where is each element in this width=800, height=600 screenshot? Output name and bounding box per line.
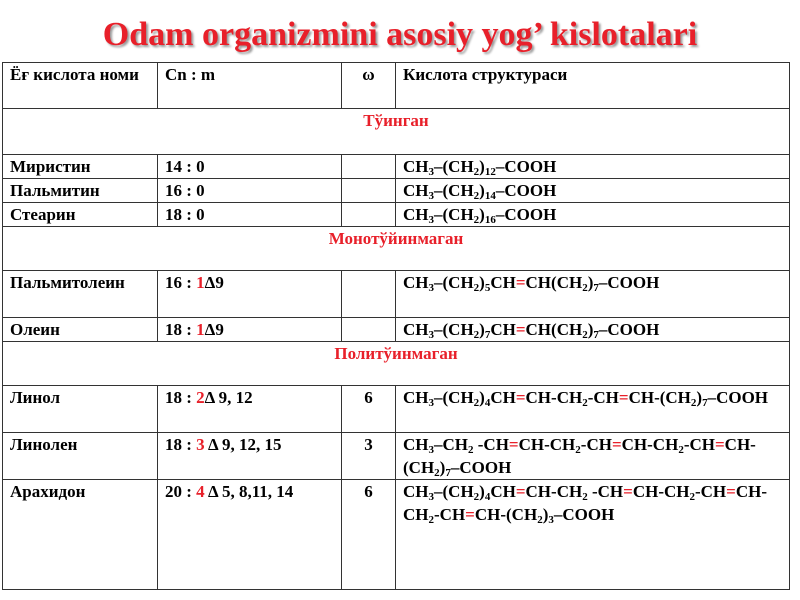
acid-name: Пальмитолеин <box>3 271 158 318</box>
acid-structure: $CH_3-CH_2$ $-CH=CH-CH_2-CH=CH-CH_2-CH=CH-(CH_2)_7$–COOH <box>396 433 790 480</box>
acid-omega: 6 <box>342 386 396 433</box>
page-title: Odam organizmini asosiy yog’ kislotalari <box>102 16 698 53</box>
acid-name: Линолен <box>3 433 158 480</box>
acid-omega <box>342 203 396 227</box>
acid-cn: 14 : 0 <box>158 155 342 179</box>
acid-cn: 16 : 0 <box>158 179 342 203</box>
acid-structure: $CH_3-(CH_2)_{16}$–COOH <box>396 203 790 227</box>
table-row <box>3 203 790 227</box>
acid-omega: 6 <box>342 480 396 590</box>
acid-omega <box>342 271 396 318</box>
table-header-row <box>3 63 790 109</box>
acid-omega: 3 <box>342 433 396 480</box>
acid-structure: $CH_3-(CH_2)_4CH=CH-CH_2-CH=CH-(CH_2)_7$–COOH <box>396 386 790 433</box>
acid-omega <box>342 155 396 179</box>
table-row <box>3 155 790 179</box>
header-cn: Cn : m <box>158 63 342 109</box>
acid-cn: 20 : 4 Δ 5, 8,11, 14 <box>158 480 342 590</box>
acid-cn: 18 : 1Δ9 <box>158 318 342 342</box>
header-omega: ω <box>342 63 396 109</box>
section-monounsaturated: Монотўйинмаган <box>3 227 790 271</box>
section-saturated: Тўинган <box>3 109 790 155</box>
section-row-mono <box>3 227 790 271</box>
table-row <box>3 480 790 590</box>
acid-name: Стеарин <box>3 203 158 227</box>
header-name: Ёғ кислота номи <box>3 63 158 109</box>
acid-cn: 16 : 1Δ9 <box>158 271 342 318</box>
table-row <box>3 386 790 433</box>
acid-structure: $CH_3-(CH_2)_4CH=CH-CH_2$ $-CH=CH-CH_2-CH=CH-CH_2-CH=CH-(CH_2)_3$–COOH <box>396 480 790 590</box>
acid-omega <box>342 179 396 203</box>
acid-name: Миристин <box>3 155 158 179</box>
acid-structure: $CH_3-(CH_2)_{12}$–COOH <box>396 155 790 179</box>
acid-structure: $CH_3-(CH_2)_{14}$–COOH <box>396 179 790 203</box>
section-polyunsaturated: Политўинмаган <box>3 342 790 386</box>
acid-name: Олеин <box>3 318 158 342</box>
acid-structure: $CH_3-(CH_2)_7CH=CH(CH_2)_7$–COOH <box>396 318 790 342</box>
header-structure: Кислота структураси <box>396 63 790 109</box>
acid-name: Линол <box>3 386 158 433</box>
fatty-acids-table <box>2 62 790 590</box>
acid-cn: 18 : 0 <box>158 203 342 227</box>
section-row-poly <box>3 342 790 386</box>
table-row <box>3 318 790 342</box>
acid-name: Арахидон <box>3 480 158 590</box>
table-row <box>3 433 790 480</box>
acid-structure: $CH_3-(CH_2)_5CH=CH(CH_2)_7$–COOH <box>396 271 790 318</box>
table-row <box>3 271 790 318</box>
acid-omega <box>342 318 396 342</box>
acid-cn: 18 : 2Δ 9, 12 <box>158 386 342 433</box>
acid-cn: 18 : 3 Δ 9, 12, 15 <box>158 433 342 480</box>
acid-name: Пальмитин <box>3 179 158 203</box>
section-row-saturated <box>3 109 790 155</box>
table-row <box>3 179 790 203</box>
